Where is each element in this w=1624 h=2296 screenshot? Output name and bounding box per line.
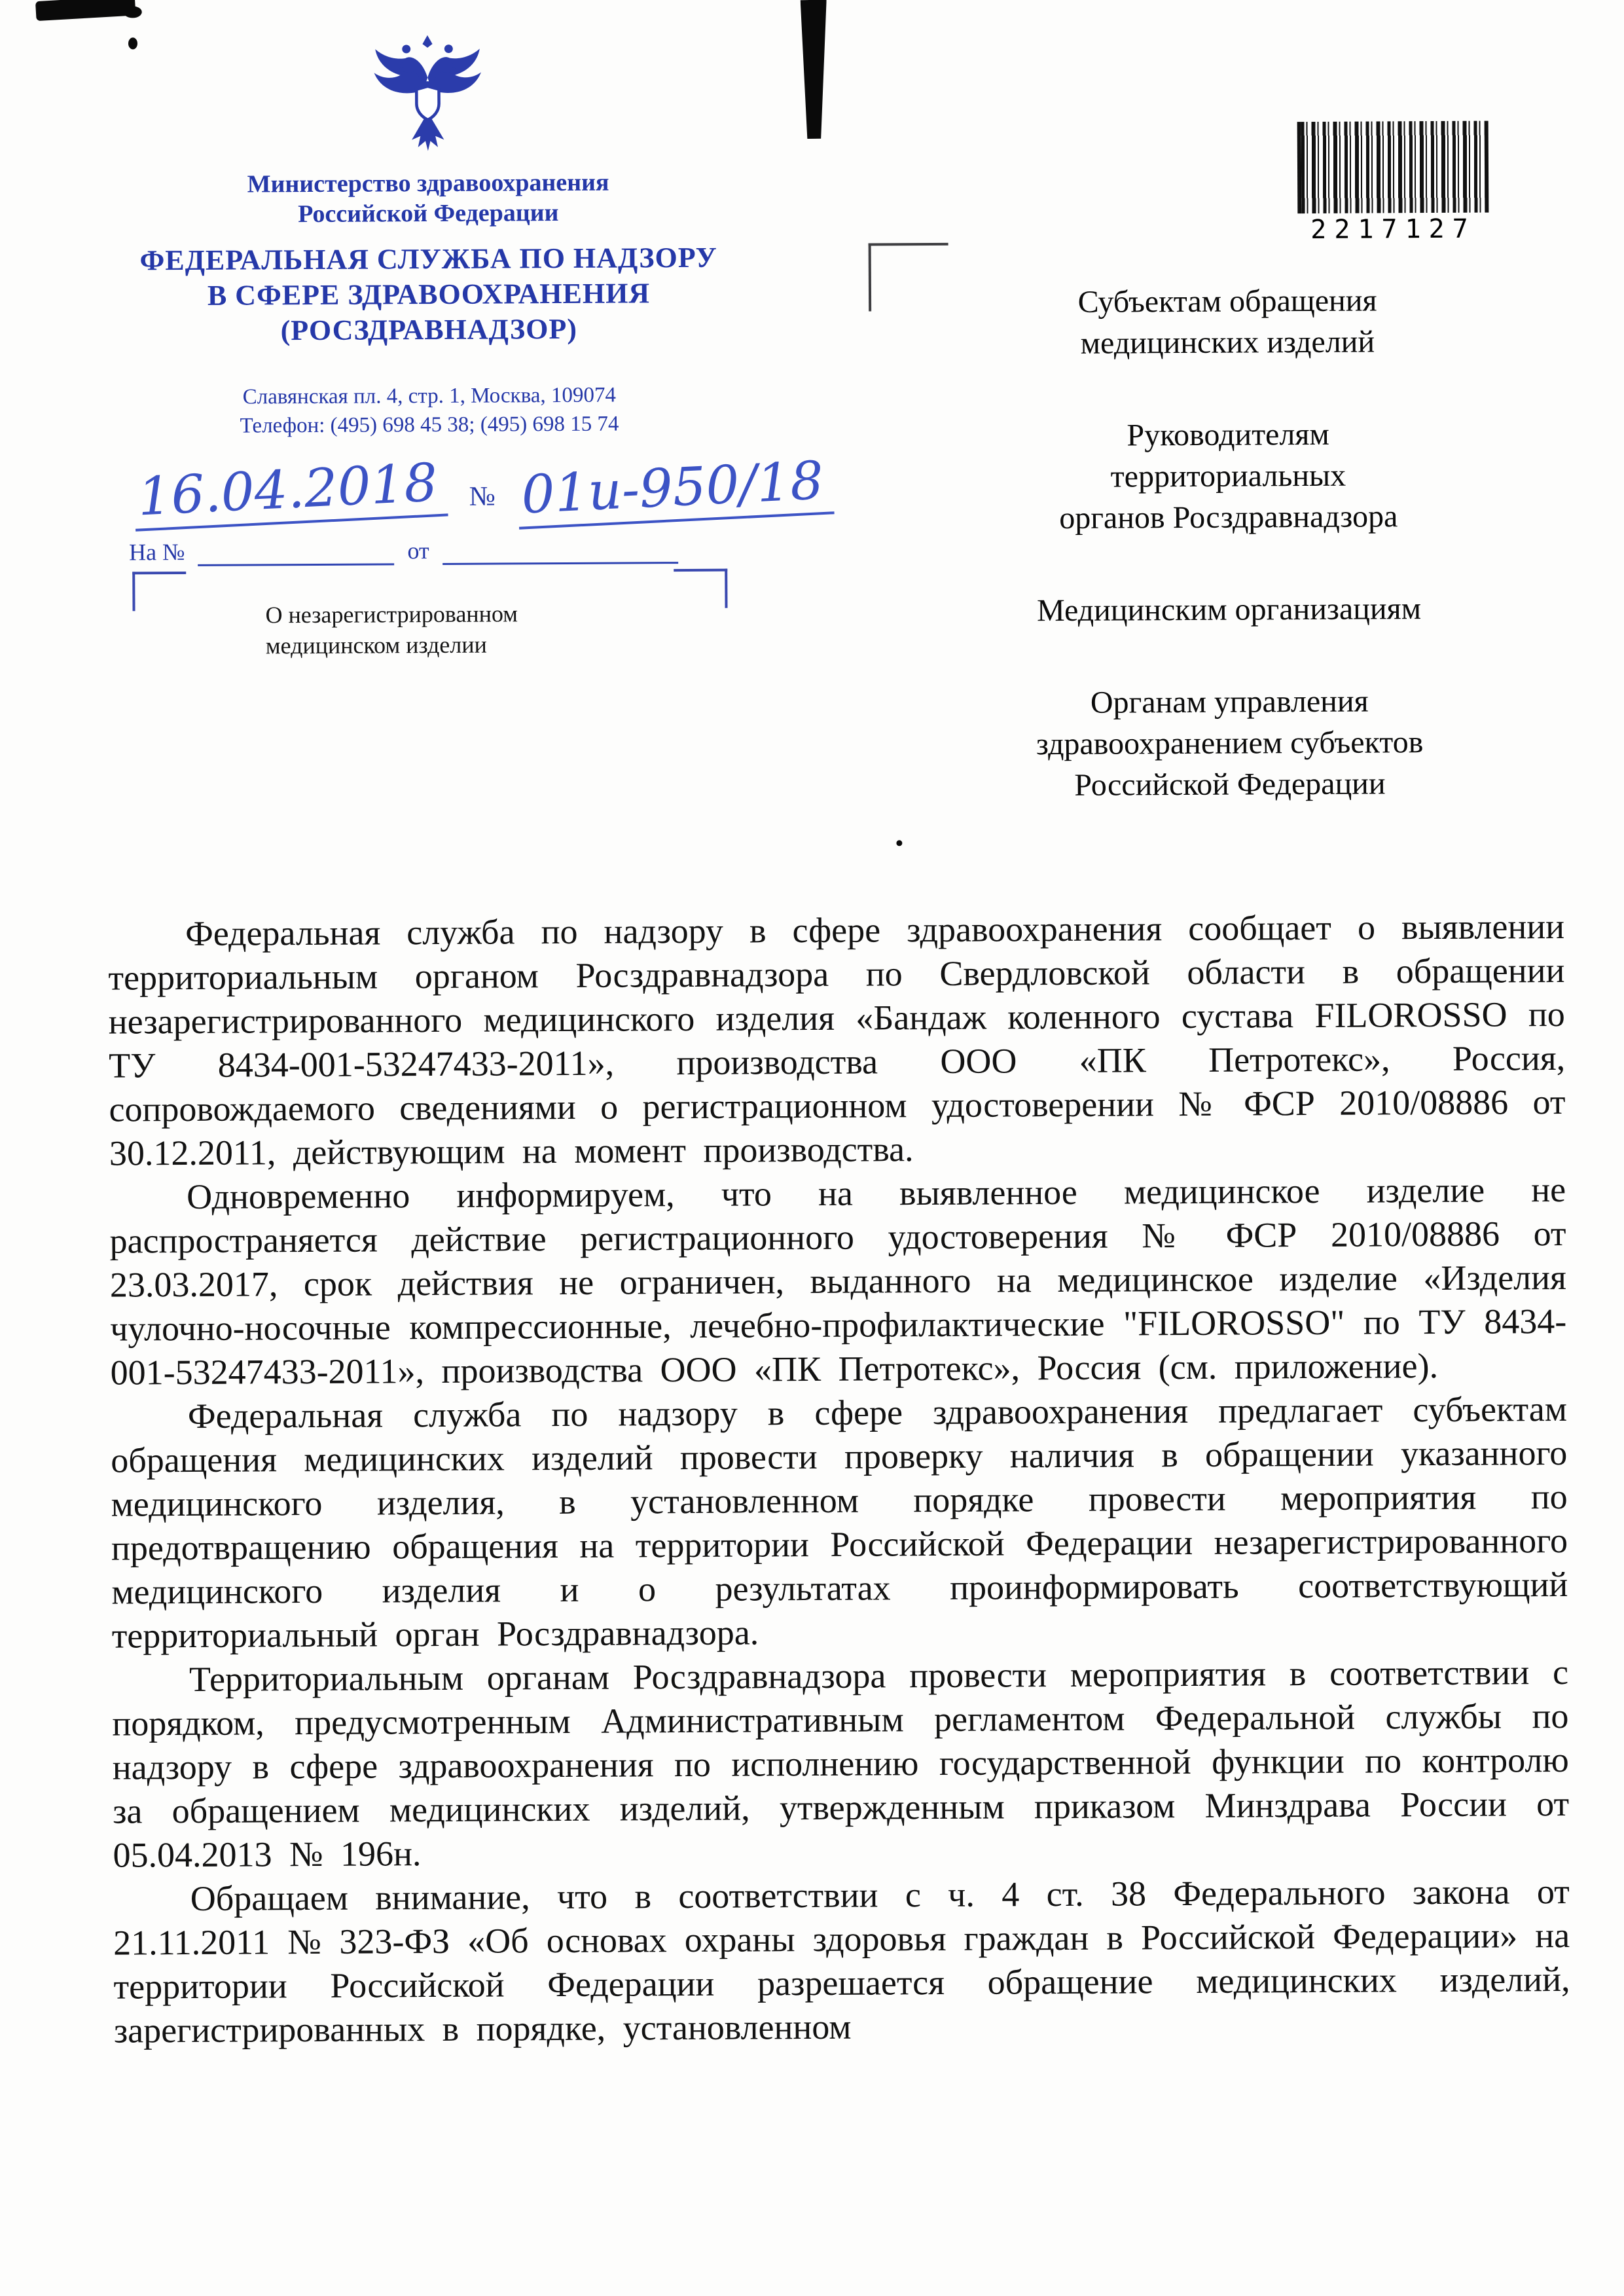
body-paragraph-1: Федеральная служба по надзору в сфере здравоохранения сообщает о выявлении территориальным органом Росздравнадзора по Свердловской области в обращении незарегистрированного медицинского изделия «Бандаж коленного сустава FILOROSSO по ТУ 8434-001-53247433-2011», производства ООО «ПК Петротекс», Россия, сопровождаемого сведениями о регистрационном удостоверении № ФСР 2010/08886 от 30.12.2011, действующим на момент производства.: [108, 906, 1566, 1173]
body-paragraph-5: Обращаем внимание, что в соответствии с ч. 4 ст. 38 Федерального закона от 21.11.2011 № 323-ФЗ «Об основах охраны здоровья граждан в Российской Федерации» на территории Российской Федерации разрешается обращение медицинских изделий, зарегистрированных в порядке, установленном: [113, 1871, 1570, 2050]
coat-of-arms-icon: [365, 29, 490, 161]
corner-mark: [674, 569, 727, 608]
blank-line: [442, 536, 678, 565]
handwritten-number: 01и-950/18: [516, 451, 835, 529]
blank-line: [198, 537, 394, 566]
number-sign: №: [469, 481, 496, 512]
phone-numbers: Телефон: (495) 698 45 38; (495) 698 15 74: [240, 412, 619, 438]
reply-to-label: На №: [128, 539, 185, 566]
addressees-column: [952, 279, 1505, 806]
handwritten-date: 16.04.2018: [133, 454, 448, 532]
ministry-name: [124, 167, 732, 230]
letterhead: [123, 28, 734, 441]
letter-body: [108, 905, 1570, 2053]
addressee: Субъектам обращения медицинских изделий: [1077, 283, 1377, 361]
service-line-1: ФЕДЕРАЛЬНАЯ СЛУЖБА ПО НАДЗОРУ: [139, 241, 717, 277]
addressee: Медицинским организациям: [1036, 591, 1422, 629]
service-line-2: В СФЕРЕ ЗДРАВООХРАНЕНИЯ: [207, 277, 651, 312]
ministry-line-1: Министерство здравоохранения: [247, 168, 609, 198]
service-line-3: (РОСЗДРАВНАДЗОР): [280, 312, 578, 347]
barcode: [1297, 121, 1489, 246]
corner-mark: [869, 243, 949, 312]
contact-info: [125, 380, 734, 441]
reply-reference-row: [129, 534, 751, 566]
addressee: Руководителям территориальных органов Росздравнадзора: [1059, 416, 1398, 536]
scan-artifact-blob: [124, 6, 142, 18]
body-paragraph-2: Одновременно информируем, что на выявленное медицинское изделие не распространяется действие регистрационного удостоверения № ФСР 2010/08886 от 23.03.2017, срок действия не ограничен, выданного на медицинское изделие «Изделия чулочно-носочные компрессионные, лечебно-профилактические "FILOROSSO" по ТУ 8434-001-53247433-2011», производства ООО «ПК Петротекс», Россия (см. приложение).: [109, 1169, 1567, 1393]
ministry-line-2: Российской Федерации: [298, 199, 559, 228]
corner-mark: [132, 572, 186, 611]
outgoing-number-row: [128, 450, 825, 528]
barcode-stripes-icon: [1297, 121, 1489, 214]
subject-line: О незарегистрированном медицинском изделии: [265, 600, 518, 659]
scan-artifact-bar: [801, 0, 827, 139]
addressee: Органам управления здравоохранением субъектов Российской Федерации: [1036, 683, 1424, 803]
barcode-number: 2217127: [1310, 213, 1476, 245]
reply-date-label: от: [407, 538, 429, 564]
service-name: [124, 240, 734, 350]
scan-artifact-blob: [35, 0, 135, 21]
reference-block: [128, 450, 825, 566]
postal-address: Славянская пл. 4, стр. 1, Москва, 109074: [242, 383, 617, 409]
body-paragraph-3: Федеральная служба по надзору в сфере здравоохранения предлагает субъектам обращения медицинских изделий провести проверку наличия в обращении указанного медицинского изделия, в установленном порядке провести мероприятия по предотвращению обращения на территории Российской Федерации незарегистрированного медицинского изделия и о результатах проинформировать соответствующий территориальный орган Росздравнадзора.: [111, 1389, 1568, 1656]
scan-artifact-dot: [896, 840, 902, 846]
body-paragraph-4: Территориальным органам Росздравнадзора провести мероприятия в соответствии с порядком, предусмотренным Административным регламентом Федеральной службы по надзору в сфере здравоохранения по исполнению государственной функции по контролю за обращением медицинских изделий, утвержденным приказом Минздрава России от 05.04.2013 № 196н.: [112, 1652, 1570, 1875]
